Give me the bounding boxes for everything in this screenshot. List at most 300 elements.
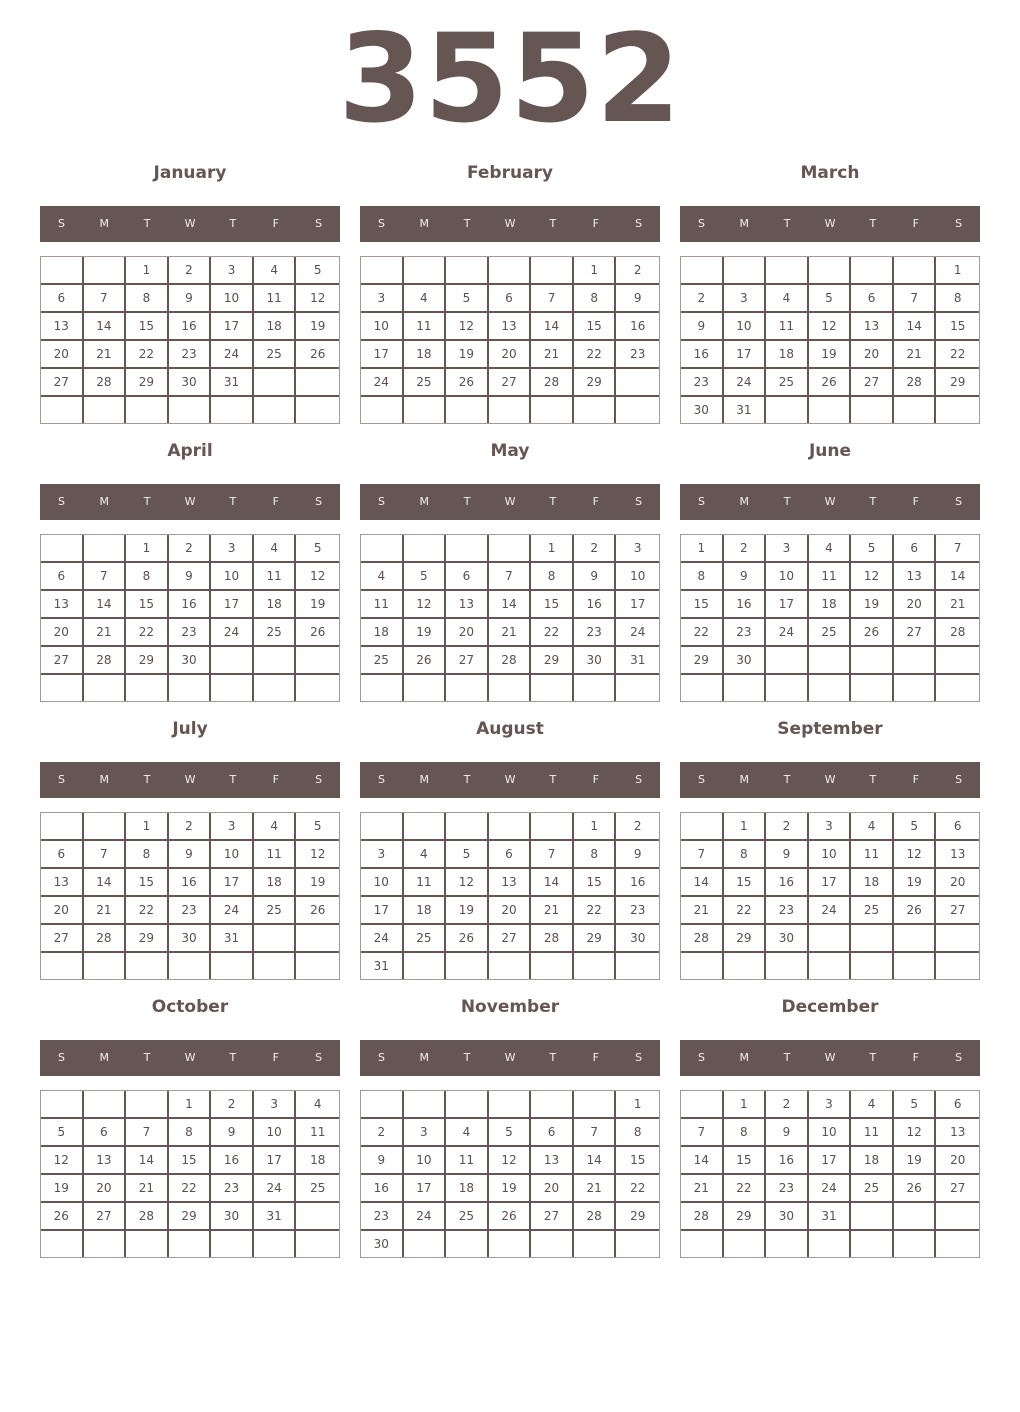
day-cell [296, 953, 339, 979]
day-cell: 1 [126, 813, 169, 841]
weekday-label: M [739, 1051, 750, 1064]
day-cell: 8 [574, 841, 617, 869]
day-cell: 27 [41, 369, 84, 397]
weekday-label: T [229, 495, 237, 508]
day-cell: 22 [724, 897, 767, 925]
day-cell: 22 [126, 619, 169, 647]
day-cell: 19 [894, 869, 937, 897]
day-cell: 8 [936, 285, 979, 313]
day-cell [574, 1091, 617, 1119]
day-cell [296, 397, 339, 423]
day-cell [446, 1231, 489, 1257]
day-cell: 7 [126, 1119, 169, 1147]
day-cell: 28 [84, 647, 127, 675]
day-cell: 16 [574, 591, 617, 619]
day-cell: 25 [404, 369, 447, 397]
weekday-label: F [592, 773, 599, 786]
day-grid [680, 534, 980, 702]
day-cell: 9 [169, 285, 212, 313]
day-cell: 4 [404, 285, 447, 313]
day-cell: 26 [894, 897, 937, 925]
day-cell: 8 [126, 285, 169, 313]
day-cell: 30 [681, 397, 724, 423]
day-cell: 7 [84, 285, 127, 313]
day-cell: 8 [724, 841, 767, 869]
day-cell: 8 [574, 285, 617, 313]
day-cell: 13 [41, 313, 84, 341]
day-cell: 25 [851, 897, 894, 925]
day-cell [766, 1231, 809, 1257]
day-cell: 27 [489, 925, 532, 953]
day-cell [936, 1203, 979, 1231]
day-cell: 16 [616, 313, 659, 341]
day-cell: 4 [254, 813, 297, 841]
weekday-label: W [824, 1051, 836, 1064]
day-cell: 19 [41, 1175, 84, 1203]
day-cell [41, 1091, 84, 1119]
weekday-label: T [783, 217, 791, 230]
day-cell: 27 [489, 369, 532, 397]
day-cell: 30 [766, 1203, 809, 1231]
day-cell: 10 [211, 563, 254, 591]
day-cell [126, 1231, 169, 1257]
day-cell: 21 [936, 591, 979, 619]
day-cell: 17 [809, 1147, 852, 1175]
day-cell [766, 953, 809, 979]
day-cell: 24 [724, 369, 767, 397]
day-cell: 24 [211, 897, 254, 925]
day-cell: 15 [531, 591, 574, 619]
day-cell: 4 [404, 841, 447, 869]
day-cell [404, 675, 447, 701]
day-cell: 8 [681, 563, 724, 591]
day-cell [254, 1231, 297, 1257]
day-cell: 28 [936, 619, 979, 647]
day-cell: 31 [211, 369, 254, 397]
weekday-label: T [869, 1051, 877, 1064]
weekday-header-bar [680, 762, 980, 798]
day-cell: 5 [41, 1119, 84, 1147]
day-cell: 31 [361, 953, 404, 979]
weekday-label: S [57, 217, 65, 230]
day-cell: 14 [936, 563, 979, 591]
weekday-header-bar [360, 762, 660, 798]
day-cell [489, 257, 532, 285]
day-cell: 21 [84, 341, 127, 369]
day-cell: 30 [574, 647, 617, 675]
day-cell [446, 813, 489, 841]
day-cell [489, 1231, 532, 1257]
day-cell [361, 257, 404, 285]
day-cell: 9 [766, 1119, 809, 1147]
day-cell [936, 953, 979, 979]
day-cell: 29 [126, 647, 169, 675]
day-grid [40, 534, 340, 702]
day-cell: 22 [574, 341, 617, 369]
day-cell [894, 953, 937, 979]
weekday-label: M [99, 495, 110, 508]
day-cell [936, 397, 979, 423]
day-cell: 4 [446, 1119, 489, 1147]
day-cell [766, 675, 809, 701]
day-cell: 18 [404, 897, 447, 925]
day-cell: 16 [766, 1147, 809, 1175]
day-cell: 20 [489, 341, 532, 369]
weekday-label: S [315, 773, 323, 786]
weekday-label: T [549, 1051, 557, 1064]
day-cell [41, 675, 84, 701]
day-cell: 16 [766, 869, 809, 897]
weekday-label: F [912, 773, 919, 786]
day-cell: 20 [531, 1175, 574, 1203]
day-cell: 23 [766, 897, 809, 925]
day-cell: 15 [724, 869, 767, 897]
day-cell: 3 [616, 535, 659, 563]
day-cell [724, 1231, 767, 1257]
day-cell: 5 [296, 257, 339, 285]
day-cell [809, 675, 852, 701]
day-cell [574, 397, 617, 423]
day-cell: 18 [809, 591, 852, 619]
day-cell: 17 [211, 313, 254, 341]
day-cell [84, 397, 127, 423]
day-cell [84, 257, 127, 285]
day-cell: 4 [361, 563, 404, 591]
weekday-header-bar [360, 206, 660, 242]
day-cell: 6 [936, 813, 979, 841]
day-cell [809, 397, 852, 423]
day-cell [404, 397, 447, 423]
year-title: 3552 [338, 8, 682, 150]
day-cell: 5 [489, 1119, 532, 1147]
day-cell: 3 [254, 1091, 297, 1119]
day-grid [680, 1090, 980, 1258]
day-cell: 13 [84, 1147, 127, 1175]
weekday-label: T [229, 1051, 237, 1064]
day-cell: 12 [446, 313, 489, 341]
day-cell: 23 [616, 341, 659, 369]
day-cell: 25 [809, 619, 852, 647]
day-cell: 23 [574, 619, 617, 647]
weekday-label: T [869, 217, 877, 230]
day-cell: 27 [41, 925, 84, 953]
day-cell: 11 [851, 841, 894, 869]
weekday-label: W [824, 773, 836, 786]
day-cell: 12 [894, 1119, 937, 1147]
day-cell: 22 [681, 619, 724, 647]
weekday-label: M [419, 495, 430, 508]
day-cell: 14 [574, 1147, 617, 1175]
day-cell [489, 535, 532, 563]
day-cell: 21 [681, 897, 724, 925]
day-cell: 1 [616, 1091, 659, 1119]
day-cell: 2 [211, 1091, 254, 1119]
day-cell: 24 [809, 897, 852, 925]
day-cell [361, 675, 404, 701]
day-cell: 26 [809, 369, 852, 397]
day-cell: 5 [446, 285, 489, 313]
day-cell: 12 [851, 563, 894, 591]
day-cell: 3 [766, 535, 809, 563]
day-cell: 2 [766, 813, 809, 841]
day-cell [851, 925, 894, 953]
day-cell: 20 [851, 341, 894, 369]
day-cell [41, 813, 84, 841]
day-grid [360, 1090, 660, 1258]
day-cell: 14 [681, 869, 724, 897]
day-cell: 13 [894, 563, 937, 591]
day-cell: 15 [126, 591, 169, 619]
day-cell [84, 1231, 127, 1257]
day-cell: 31 [724, 397, 767, 423]
weekday-label: T [143, 773, 151, 786]
weekday-label: M [419, 1051, 430, 1064]
weekday-header-bar [680, 484, 980, 520]
weekday-label: T [463, 495, 471, 508]
weekday-label: S [635, 495, 643, 508]
day-cell [211, 647, 254, 675]
weekday-label: T [783, 495, 791, 508]
month-title: May [490, 441, 530, 461]
day-cell: 8 [616, 1119, 659, 1147]
weekday-label: T [143, 217, 151, 230]
day-cell: 13 [936, 1119, 979, 1147]
day-cell: 10 [361, 869, 404, 897]
day-cell: 24 [211, 341, 254, 369]
day-cell: 26 [41, 1203, 84, 1231]
day-cell: 19 [851, 591, 894, 619]
weekday-label: S [57, 495, 65, 508]
day-cell [211, 397, 254, 423]
weekday-label: S [315, 495, 323, 508]
day-cell [574, 1231, 617, 1257]
day-cell: 18 [446, 1175, 489, 1203]
day-cell: 1 [936, 257, 979, 285]
day-cell: 13 [489, 869, 532, 897]
weekday-header-bar [40, 484, 340, 520]
day-cell [169, 1231, 212, 1257]
day-cell: 14 [894, 313, 937, 341]
day-cell: 31 [809, 1203, 852, 1231]
weekday-label: S [955, 773, 963, 786]
day-cell: 24 [361, 369, 404, 397]
weekday-label: W [504, 773, 516, 786]
day-cell [489, 675, 532, 701]
weekday-label: S [697, 773, 705, 786]
day-cell: 4 [766, 285, 809, 313]
day-cell: 3 [361, 285, 404, 313]
month-title: February [466, 163, 554, 183]
weekday-label: M [739, 495, 750, 508]
day-cell: 27 [41, 647, 84, 675]
day-cell [126, 953, 169, 979]
day-cell [894, 675, 937, 701]
month-title: December [781, 997, 879, 1017]
day-cell: 30 [211, 1203, 254, 1231]
month-title: October [151, 997, 229, 1017]
day-cell [936, 675, 979, 701]
weekday-label: F [912, 217, 919, 230]
day-cell: 11 [809, 563, 852, 591]
day-cell: 12 [296, 841, 339, 869]
day-cell: 19 [296, 313, 339, 341]
day-cell [616, 369, 659, 397]
day-cell: 5 [894, 1091, 937, 1119]
day-cell [211, 675, 254, 701]
day-cell: 9 [616, 285, 659, 313]
day-cell: 14 [531, 869, 574, 897]
day-cell: 27 [936, 897, 979, 925]
day-cell: 18 [851, 869, 894, 897]
weekday-label: S [315, 217, 323, 230]
day-cell [936, 925, 979, 953]
day-grid [40, 256, 340, 424]
day-cell [489, 1091, 532, 1119]
day-cell: 3 [211, 813, 254, 841]
weekday-label: F [912, 495, 919, 508]
day-cell [724, 675, 767, 701]
weekday-label: T [463, 217, 471, 230]
day-cell: 28 [894, 369, 937, 397]
day-cell [681, 1091, 724, 1119]
day-cell [531, 257, 574, 285]
day-grid [40, 1090, 340, 1258]
day-cell: 23 [681, 369, 724, 397]
day-cell: 9 [574, 563, 617, 591]
day-cell: 9 [361, 1147, 404, 1175]
day-cell: 17 [254, 1147, 297, 1175]
day-cell: 20 [894, 591, 937, 619]
day-cell: 12 [446, 869, 489, 897]
day-cell: 10 [254, 1119, 297, 1147]
day-cell: 2 [681, 285, 724, 313]
month-title: August [476, 719, 544, 739]
day-cell [894, 647, 937, 675]
day-cell: 28 [126, 1203, 169, 1231]
weekday-label: W [184, 495, 196, 508]
month-title: June [808, 441, 852, 461]
day-cell [766, 397, 809, 423]
weekday-label: M [739, 773, 750, 786]
day-cell: 17 [809, 869, 852, 897]
day-cell: 28 [489, 647, 532, 675]
day-cell: 21 [84, 897, 127, 925]
day-cell: 13 [41, 591, 84, 619]
day-cell: 27 [894, 619, 937, 647]
day-cell [616, 1231, 659, 1257]
day-cell: 28 [531, 925, 574, 953]
day-cell [894, 1203, 937, 1231]
day-cell [169, 397, 212, 423]
day-cell: 11 [254, 285, 297, 313]
weekday-label: W [504, 1051, 516, 1064]
day-cell: 3 [211, 535, 254, 563]
day-cell [809, 1231, 852, 1257]
day-cell: 6 [446, 563, 489, 591]
day-cell: 29 [616, 1203, 659, 1231]
day-cell [851, 257, 894, 285]
day-cell: 26 [489, 1203, 532, 1231]
day-cell [851, 1203, 894, 1231]
day-cell [41, 257, 84, 285]
day-cell: 14 [681, 1147, 724, 1175]
day-cell: 30 [766, 925, 809, 953]
day-cell: 12 [41, 1147, 84, 1175]
day-cell: 22 [531, 619, 574, 647]
day-cell: 24 [404, 1203, 447, 1231]
day-cell [404, 1231, 447, 1257]
day-cell: 8 [169, 1119, 212, 1147]
day-cell: 10 [809, 1119, 852, 1147]
day-cell: 6 [489, 841, 532, 869]
day-cell [296, 1231, 339, 1257]
day-cell [254, 647, 297, 675]
day-cell: 26 [446, 925, 489, 953]
day-cell: 21 [574, 1175, 617, 1203]
day-cell: 6 [936, 1091, 979, 1119]
weekday-label: S [697, 1051, 705, 1064]
day-cell: 4 [254, 257, 297, 285]
day-cell [894, 925, 937, 953]
day-cell [296, 1203, 339, 1231]
day-cell: 1 [681, 535, 724, 563]
day-cell [84, 535, 127, 563]
day-cell [254, 925, 297, 953]
day-cell: 25 [296, 1175, 339, 1203]
day-cell: 6 [894, 535, 937, 563]
day-cell [446, 257, 489, 285]
weekday-label: W [184, 1051, 196, 1064]
day-cell: 29 [574, 925, 617, 953]
weekday-label: S [635, 773, 643, 786]
weekday-header-bar [360, 484, 660, 520]
day-cell: 5 [851, 535, 894, 563]
day-cell: 16 [361, 1175, 404, 1203]
day-cell [361, 397, 404, 423]
day-cell [296, 925, 339, 953]
day-cell: 15 [681, 591, 724, 619]
weekday-label: T [143, 1051, 151, 1064]
day-cell: 10 [616, 563, 659, 591]
weekday-label: S [377, 773, 385, 786]
day-cell: 26 [446, 369, 489, 397]
day-cell [361, 813, 404, 841]
day-cell: 2 [169, 535, 212, 563]
day-cell [681, 1231, 724, 1257]
day-grid [40, 812, 340, 980]
day-cell [809, 925, 852, 953]
day-cell: 16 [169, 869, 212, 897]
day-cell: 10 [211, 285, 254, 313]
day-cell: 15 [126, 869, 169, 897]
day-cell: 29 [724, 925, 767, 953]
day-cell: 11 [404, 869, 447, 897]
day-cell: 29 [169, 1203, 212, 1231]
day-cell: 21 [489, 619, 532, 647]
day-cell: 28 [531, 369, 574, 397]
weekday-label: S [377, 1051, 385, 1064]
day-cell: 26 [296, 619, 339, 647]
day-cell: 14 [84, 869, 127, 897]
day-cell [681, 257, 724, 285]
day-cell [446, 953, 489, 979]
day-cell [616, 675, 659, 701]
day-cell: 7 [531, 285, 574, 313]
day-cell [574, 675, 617, 701]
day-cell: 8 [531, 563, 574, 591]
day-cell: 25 [446, 1203, 489, 1231]
day-cell: 2 [169, 257, 212, 285]
